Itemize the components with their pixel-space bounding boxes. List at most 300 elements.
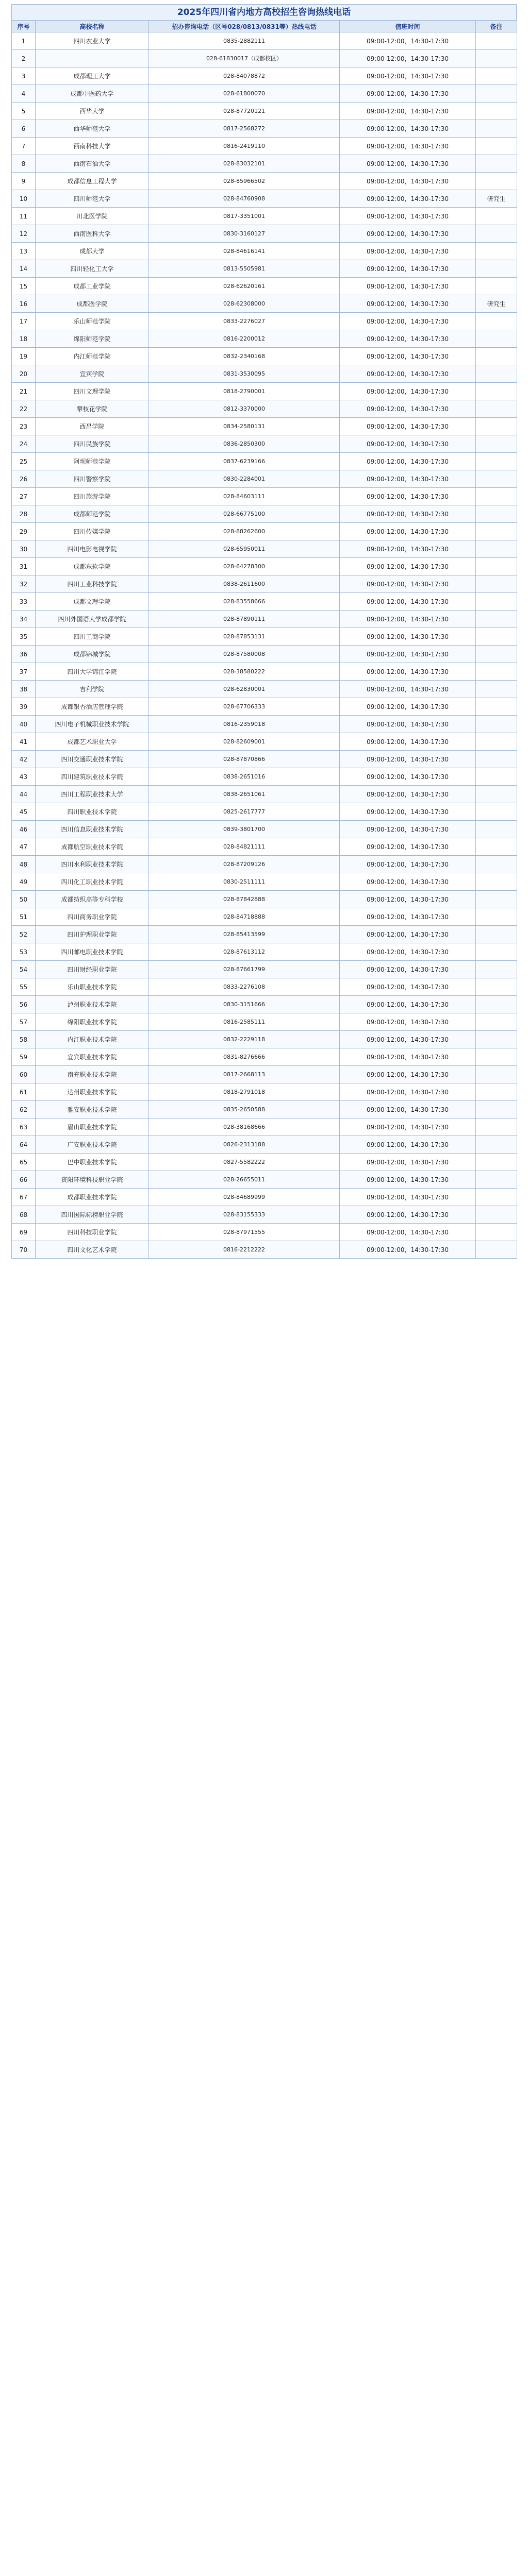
row-number: 23 — [12, 418, 36, 435]
table-row — [12, 225, 517, 243]
row-number: 31 — [12, 558, 36, 575]
row-number: 26 — [12, 470, 36, 488]
duty-hours: 09:00-12:00，14:30-17:30 — [340, 138, 476, 155]
row-note — [476, 663, 517, 681]
phone-number: 0818-2791018 — [149, 1083, 340, 1101]
row-note — [476, 786, 517, 803]
table-row — [12, 155, 517, 173]
row-number: 21 — [12, 383, 36, 400]
school-name: 四川文理学院 — [36, 383, 149, 400]
phone-number: 028-87209126 — [149, 856, 340, 873]
row-number: 38 — [12, 681, 36, 698]
table-row — [12, 400, 517, 418]
row-note — [476, 313, 517, 330]
row-number: 63 — [12, 1118, 36, 1136]
phone-number: 028-84078872 — [149, 67, 340, 85]
row-note — [476, 698, 517, 716]
duty-hours: 09:00-12:00，14:30-17:30 — [340, 155, 476, 173]
table-row — [12, 32, 517, 50]
row-number: 4 — [12, 85, 36, 103]
school-name: 四川建筑职业技术学院 — [36, 768, 149, 786]
table-body — [12, 32, 517, 1259]
phone-number: 028-87580008 — [149, 646, 340, 663]
row-note — [476, 540, 517, 558]
row-note — [476, 768, 517, 786]
school-name: 四川警察学院 — [36, 470, 149, 488]
header-note: 备注 — [476, 21, 517, 32]
phone-number: 0817-2668113 — [149, 1066, 340, 1083]
table-row — [12, 1224, 517, 1241]
duty-hours: 09:00-12:00，14:30-17:30 — [340, 173, 476, 190]
school-name: 成都银杏酒店管理学院 — [36, 698, 149, 716]
duty-hours: 09:00-12:00，14:30-17:30 — [340, 260, 476, 278]
school-name: 阿坝师范学院 — [36, 453, 149, 470]
row-note — [476, 85, 517, 103]
row-note — [476, 32, 517, 50]
table-row — [12, 103, 517, 120]
table-row — [12, 698, 517, 716]
row-note — [476, 646, 517, 663]
row-number: 50 — [12, 891, 36, 908]
school-name: 成都师范学院 — [36, 505, 149, 523]
school-name: 成都东软学院 — [36, 558, 149, 575]
duty-hours: 09:00-12:00，14:30-17:30 — [340, 470, 476, 488]
table-row — [12, 1171, 517, 1189]
row-number: 20 — [12, 365, 36, 383]
phone-number: 0816-2200012 — [149, 330, 340, 348]
row-note — [476, 1083, 517, 1101]
duty-hours: 09:00-12:00，14:30-17:30 — [340, 1171, 476, 1189]
duty-hours: 09:00-12:00，14:30-17:30 — [340, 611, 476, 628]
row-number: 29 — [12, 523, 36, 540]
phone-number: 028-84821111 — [149, 838, 340, 856]
duty-hours: 09:00-12:00，14:30-17:30 — [340, 1189, 476, 1206]
row-number: 22 — [12, 400, 36, 418]
table-row — [12, 786, 517, 803]
phone-number: 028-38580222 — [149, 663, 340, 681]
table-row — [12, 838, 517, 856]
row-note — [476, 821, 517, 838]
phone-number: 0833-2276108 — [149, 978, 340, 996]
row-note — [476, 173, 517, 190]
duty-hours: 09:00-12:00，14:30-17:30 — [340, 1241, 476, 1259]
duty-hours: 09:00-12:00，14:30-17:30 — [340, 208, 476, 225]
table-row — [12, 751, 517, 768]
duty-hours: 09:00-12:00，14:30-17:30 — [340, 663, 476, 681]
school-name: 西南医科大学 — [36, 225, 149, 243]
row-number: 59 — [12, 1048, 36, 1066]
phone-number: 0839-3801700 — [149, 821, 340, 838]
phone-number: 028-65950011 — [149, 540, 340, 558]
school-name: 成都工业学院 — [36, 278, 149, 295]
table-row — [12, 856, 517, 873]
row-number: 56 — [12, 996, 36, 1013]
school-name: 资阳环境科技职业学院 — [36, 1171, 149, 1189]
row-number: 65 — [12, 1154, 36, 1171]
row-number: 17 — [12, 313, 36, 330]
duty-hours: 09:00-12:00，14:30-17:30 — [340, 716, 476, 733]
school-name: 四川信息职业技术学院 — [36, 821, 149, 838]
row-note — [476, 278, 517, 295]
table-row — [12, 996, 517, 1013]
school-name: 南充职业技术学院 — [36, 1066, 149, 1083]
duty-hours: 09:00-12:00，14:30-17:30 — [340, 243, 476, 260]
school-name: 吉利学院 — [36, 681, 149, 698]
row-note — [476, 733, 517, 751]
phone-number: 028-61800070 — [149, 85, 340, 103]
row-note — [476, 50, 517, 67]
phone-number: 028-85966502 — [149, 173, 340, 190]
row-number: 54 — [12, 961, 36, 978]
row-number: 15 — [12, 278, 36, 295]
table-row — [12, 891, 517, 908]
row-number: 55 — [12, 978, 36, 996]
phone-number: 028-87870866 — [149, 751, 340, 768]
duty-hours: 09:00-12:00，14:30-17:30 — [340, 646, 476, 663]
school-name: 四川外国语大学成都学院 — [36, 611, 149, 628]
row-note — [476, 505, 517, 523]
table-row — [12, 1241, 517, 1259]
phone-number: 028-38168666 — [149, 1118, 340, 1136]
school-name: 西华师范大学 — [36, 120, 149, 138]
school-name: 成都纺织高等专科学校 — [36, 891, 149, 908]
duty-hours: 09:00-12:00，14:30-17:30 — [340, 295, 476, 313]
school-name: 成都职业技术学院 — [36, 1189, 149, 1206]
row-number: 19 — [12, 348, 36, 365]
row-number: 70 — [12, 1241, 36, 1259]
row-note — [476, 856, 517, 873]
row-note — [476, 558, 517, 575]
row-note — [476, 365, 517, 383]
row-note — [476, 926, 517, 943]
school-name: 四川工业科技学院 — [36, 575, 149, 593]
duty-hours: 09:00-12:00，14:30-17:30 — [340, 856, 476, 873]
row-note — [476, 996, 517, 1013]
row-number: 37 — [12, 663, 36, 681]
phone-number: 028-84603111 — [149, 488, 340, 505]
table-row — [12, 383, 517, 400]
table-row — [12, 1013, 517, 1031]
duty-hours: 09:00-12:00，14:30-17:30 — [340, 383, 476, 400]
table-row — [12, 295, 517, 313]
header-school: 高校名称 — [36, 21, 149, 32]
row-note — [476, 488, 517, 505]
row-note — [476, 1066, 517, 1083]
duty-hours: 09:00-12:00，14:30-17:30 — [340, 1206, 476, 1224]
school-name: 成都航空职业技术学院 — [36, 838, 149, 856]
phone-number: 028-84689999 — [149, 1189, 340, 1206]
school-name: 四川电子机械职业技术学院 — [36, 716, 149, 733]
row-number: 69 — [12, 1224, 36, 1241]
phone-number: 028-84616141 — [149, 243, 340, 260]
phone-number: 0831-3530095 — [149, 365, 340, 383]
table-row — [12, 173, 517, 190]
table-row — [12, 611, 517, 628]
duty-hours: 09:00-12:00，14:30-17:30 — [340, 1013, 476, 1031]
school-name: 成都理工大学 — [36, 67, 149, 85]
phone-number: 0836-2850300 — [149, 435, 340, 453]
table-row — [12, 138, 517, 155]
row-note — [476, 1241, 517, 1259]
row-note — [476, 1154, 517, 1171]
phone-number: 028-88262600 — [149, 523, 340, 540]
table-row — [12, 1136, 517, 1154]
school-name: 四川商务职业学院 — [36, 908, 149, 926]
table-row — [12, 1154, 517, 1171]
phone-number: 0830-3151666 — [149, 996, 340, 1013]
table-row — [12, 681, 517, 698]
table-row — [12, 365, 517, 383]
row-note — [476, 803, 517, 821]
row-note — [476, 523, 517, 540]
phone-number: 0838-2611600 — [149, 575, 340, 593]
duty-hours: 09:00-12:00，14:30-17:30 — [340, 1083, 476, 1101]
school-name: 广安职业技术学院 — [36, 1136, 149, 1154]
duty-hours: 09:00-12:00，14:30-17:30 — [340, 1154, 476, 1171]
phone-number: 0818-2790001 — [149, 383, 340, 400]
phone-number: 028-82609001 — [149, 733, 340, 751]
duty-hours: 09:00-12:00，14:30-17:30 — [340, 120, 476, 138]
duty-hours: 09:00-12:00，14:30-17:30 — [340, 190, 476, 208]
row-number: 18 — [12, 330, 36, 348]
row-number: 62 — [12, 1101, 36, 1118]
school-name: 四川轻化工大学 — [36, 260, 149, 278]
duty-hours: 09:00-12:00，14:30-17:30 — [340, 908, 476, 926]
school-name: 宜宾职业技术学院 — [36, 1048, 149, 1066]
phone-number: 028-87613112 — [149, 943, 340, 961]
table-row — [12, 470, 517, 488]
row-number: 45 — [12, 803, 36, 821]
school-name: 四川财经职业学院 — [36, 961, 149, 978]
school-name: 四川农业大学 — [36, 32, 149, 50]
duty-hours: 09:00-12:00，14:30-17:30 — [340, 418, 476, 435]
row-number: 67 — [12, 1189, 36, 1206]
phone-number: 028-83032101 — [149, 155, 340, 173]
table-row — [12, 908, 517, 926]
row-note — [476, 611, 517, 628]
row-number: 41 — [12, 733, 36, 751]
school-name: 四川工程职业技术大学 — [36, 786, 149, 803]
row-number: 57 — [12, 1013, 36, 1031]
row-note — [476, 1224, 517, 1241]
phone-number: 0817-3351001 — [149, 208, 340, 225]
row-note — [476, 225, 517, 243]
school-name: 成都信息工程大学 — [36, 173, 149, 190]
row-number: 32 — [12, 575, 36, 593]
row-number: 12 — [12, 225, 36, 243]
phone-number: 028-62620161 — [149, 278, 340, 295]
table-row — [12, 1101, 517, 1118]
phone-number: 0813-5505981 — [149, 260, 340, 278]
row-note — [476, 873, 517, 891]
row-number: 60 — [12, 1066, 36, 1083]
table-row — [12, 85, 517, 103]
phone-number: 0826-2313188 — [149, 1136, 340, 1154]
table-row — [12, 540, 517, 558]
duty-hours: 09:00-12:00，14:30-17:30 — [340, 435, 476, 453]
row-note: 研究生 — [476, 295, 517, 313]
phone-number: 028-67706333 — [149, 698, 340, 716]
school-name: 宜宾学院 — [36, 365, 149, 383]
duty-hours: 09:00-12:00，14:30-17:30 — [340, 926, 476, 943]
duty-hours: 09:00-12:00，14:30-17:30 — [340, 488, 476, 505]
duty-hours: 09:00-12:00，14:30-17:30 — [340, 400, 476, 418]
row-number: 51 — [12, 908, 36, 926]
row-number: 9 — [12, 173, 36, 190]
duty-hours: 09:00-12:00，14:30-17:30 — [340, 540, 476, 558]
row-number: 14 — [12, 260, 36, 278]
duty-hours: 09:00-12:00，14:30-17:30 — [340, 85, 476, 103]
school-name — [36, 50, 149, 67]
header-time: 值班时间 — [340, 21, 476, 32]
row-note — [476, 330, 517, 348]
row-note — [476, 155, 517, 173]
header-no: 序号 — [12, 21, 36, 32]
school-name: 成都文理学院 — [36, 593, 149, 611]
row-note — [476, 1206, 517, 1224]
table-row — [12, 575, 517, 593]
table-row — [12, 628, 517, 646]
table-row — [12, 435, 517, 453]
school-name: 西南石油大学 — [36, 155, 149, 173]
phone-number: 0817-2568272 — [149, 120, 340, 138]
duty-hours: 09:00-12:00，14:30-17:30 — [340, 453, 476, 470]
row-number: 49 — [12, 873, 36, 891]
row-note — [476, 1048, 517, 1066]
row-number: 34 — [12, 611, 36, 628]
school-name: 达州职业技术学院 — [36, 1083, 149, 1101]
duty-hours: 09:00-12:00，14:30-17:30 — [340, 698, 476, 716]
duty-hours: 09:00-12:00，14:30-17:30 — [340, 32, 476, 50]
phone-number: 028-87971555 — [149, 1224, 340, 1241]
duty-hours: 09:00-12:00，14:30-17:30 — [340, 575, 476, 593]
phone-number: 028-66775100 — [149, 505, 340, 523]
phone-number: 0812-3370000 — [149, 400, 340, 418]
row-note — [476, 1189, 517, 1206]
row-note — [476, 435, 517, 453]
duty-hours: 09:00-12:00，14:30-17:30 — [340, 278, 476, 295]
school-name: 四川民族学院 — [36, 435, 149, 453]
school-name: 绵阳师范学院 — [36, 330, 149, 348]
row-note — [476, 348, 517, 365]
row-note — [476, 243, 517, 260]
school-name: 四川职业技术学院 — [36, 803, 149, 821]
row-number: 40 — [12, 716, 36, 733]
row-note — [476, 120, 517, 138]
table-row — [12, 453, 517, 470]
duty-hours: 09:00-12:00，14:30-17:30 — [340, 733, 476, 751]
school-name: 四川护理职业学院 — [36, 926, 149, 943]
table-row — [12, 418, 517, 435]
duty-hours: 09:00-12:00，14:30-17:30 — [340, 1048, 476, 1066]
phone-number: 028-87890111 — [149, 611, 340, 628]
row-number: 58 — [12, 1031, 36, 1048]
duty-hours: 09:00-12:00，14:30-17:30 — [340, 1136, 476, 1154]
row-number: 46 — [12, 821, 36, 838]
phone-number: 028-62308000 — [149, 295, 340, 313]
duty-hours: 09:00-12:00，14:30-17:30 — [340, 628, 476, 646]
phone-number: 0838-2651016 — [149, 768, 340, 786]
school-name: 泸州职业技术学院 — [36, 996, 149, 1013]
school-name: 内江职业技术学院 — [36, 1031, 149, 1048]
phone-number: 0816-2585111 — [149, 1013, 340, 1031]
duty-hours: 09:00-12:00，14:30-17:30 — [340, 225, 476, 243]
school-name: 四川科技职业学院 — [36, 1224, 149, 1241]
table-row — [12, 558, 517, 575]
table-row — [12, 803, 517, 821]
duty-hours: 09:00-12:00，14:30-17:30 — [340, 681, 476, 698]
row-number: 11 — [12, 208, 36, 225]
table-row — [12, 488, 517, 505]
row-number: 2 — [12, 50, 36, 67]
row-number: 5 — [12, 103, 36, 120]
duty-hours: 09:00-12:00，14:30-17:30 — [340, 348, 476, 365]
school-name: 内江师范学院 — [36, 348, 149, 365]
school-name: 四川大学锦江学院 — [36, 663, 149, 681]
duty-hours: 09:00-12:00，14:30-17:30 — [340, 943, 476, 961]
table-row — [12, 1066, 517, 1083]
school-name: 巴中职业技术学院 — [36, 1154, 149, 1171]
duty-hours: 09:00-12:00，14:30-17:30 — [340, 751, 476, 768]
school-name: 成都医学院 — [36, 295, 149, 313]
table-row — [12, 593, 517, 611]
school-name: 成都锦城学院 — [36, 646, 149, 663]
row-note — [476, 1031, 517, 1048]
duty-hours: 09:00-12:00，14:30-17:30 — [340, 891, 476, 908]
school-name: 四川邮电职业技术学院 — [36, 943, 149, 961]
row-note — [476, 751, 517, 768]
row-note — [476, 1118, 517, 1136]
row-note — [476, 961, 517, 978]
table-row — [12, 67, 517, 85]
row-number: 33 — [12, 593, 36, 611]
row-note — [476, 838, 517, 856]
table-row — [12, 821, 517, 838]
table-row — [12, 190, 517, 208]
phone-number: 0835-2650588 — [149, 1101, 340, 1118]
row-number: 48 — [12, 856, 36, 873]
page-title: 2025年四川省内地方高校招生咨询热线电话 — [11, 4, 517, 20]
school-name: 成都艺术职业大学 — [36, 733, 149, 751]
row-note — [476, 400, 517, 418]
duty-hours: 09:00-12:00，14:30-17:30 — [340, 558, 476, 575]
phone-number: 028-85413599 — [149, 926, 340, 943]
row-number: 42 — [12, 751, 36, 768]
table-row — [12, 1031, 517, 1048]
duty-hours: 09:00-12:00，14:30-17:30 — [340, 768, 476, 786]
table-row — [12, 873, 517, 891]
duty-hours: 09:00-12:00，14:30-17:30 — [340, 873, 476, 891]
row-number: 52 — [12, 926, 36, 943]
phone-number: 0830-2511111 — [149, 873, 340, 891]
school-name: 绵阳职业技术学院 — [36, 1013, 149, 1031]
row-note — [476, 453, 517, 470]
phone-number: 0830-2284001 — [149, 470, 340, 488]
row-note — [476, 67, 517, 85]
phone-number: 0837-6239166 — [149, 453, 340, 470]
table-header-row — [12, 21, 517, 32]
school-name: 四川化工职业技术学院 — [36, 873, 149, 891]
table-row — [12, 243, 517, 260]
row-number: 13 — [12, 243, 36, 260]
table-row — [12, 278, 517, 295]
duty-hours: 09:00-12:00，14:30-17:30 — [340, 103, 476, 120]
school-name: 西南科技大学 — [36, 138, 149, 155]
school-name: 乐山职业技术学院 — [36, 978, 149, 996]
row-number: 68 — [12, 1206, 36, 1224]
row-number: 25 — [12, 453, 36, 470]
phone-number: 028-62830001 — [149, 681, 340, 698]
